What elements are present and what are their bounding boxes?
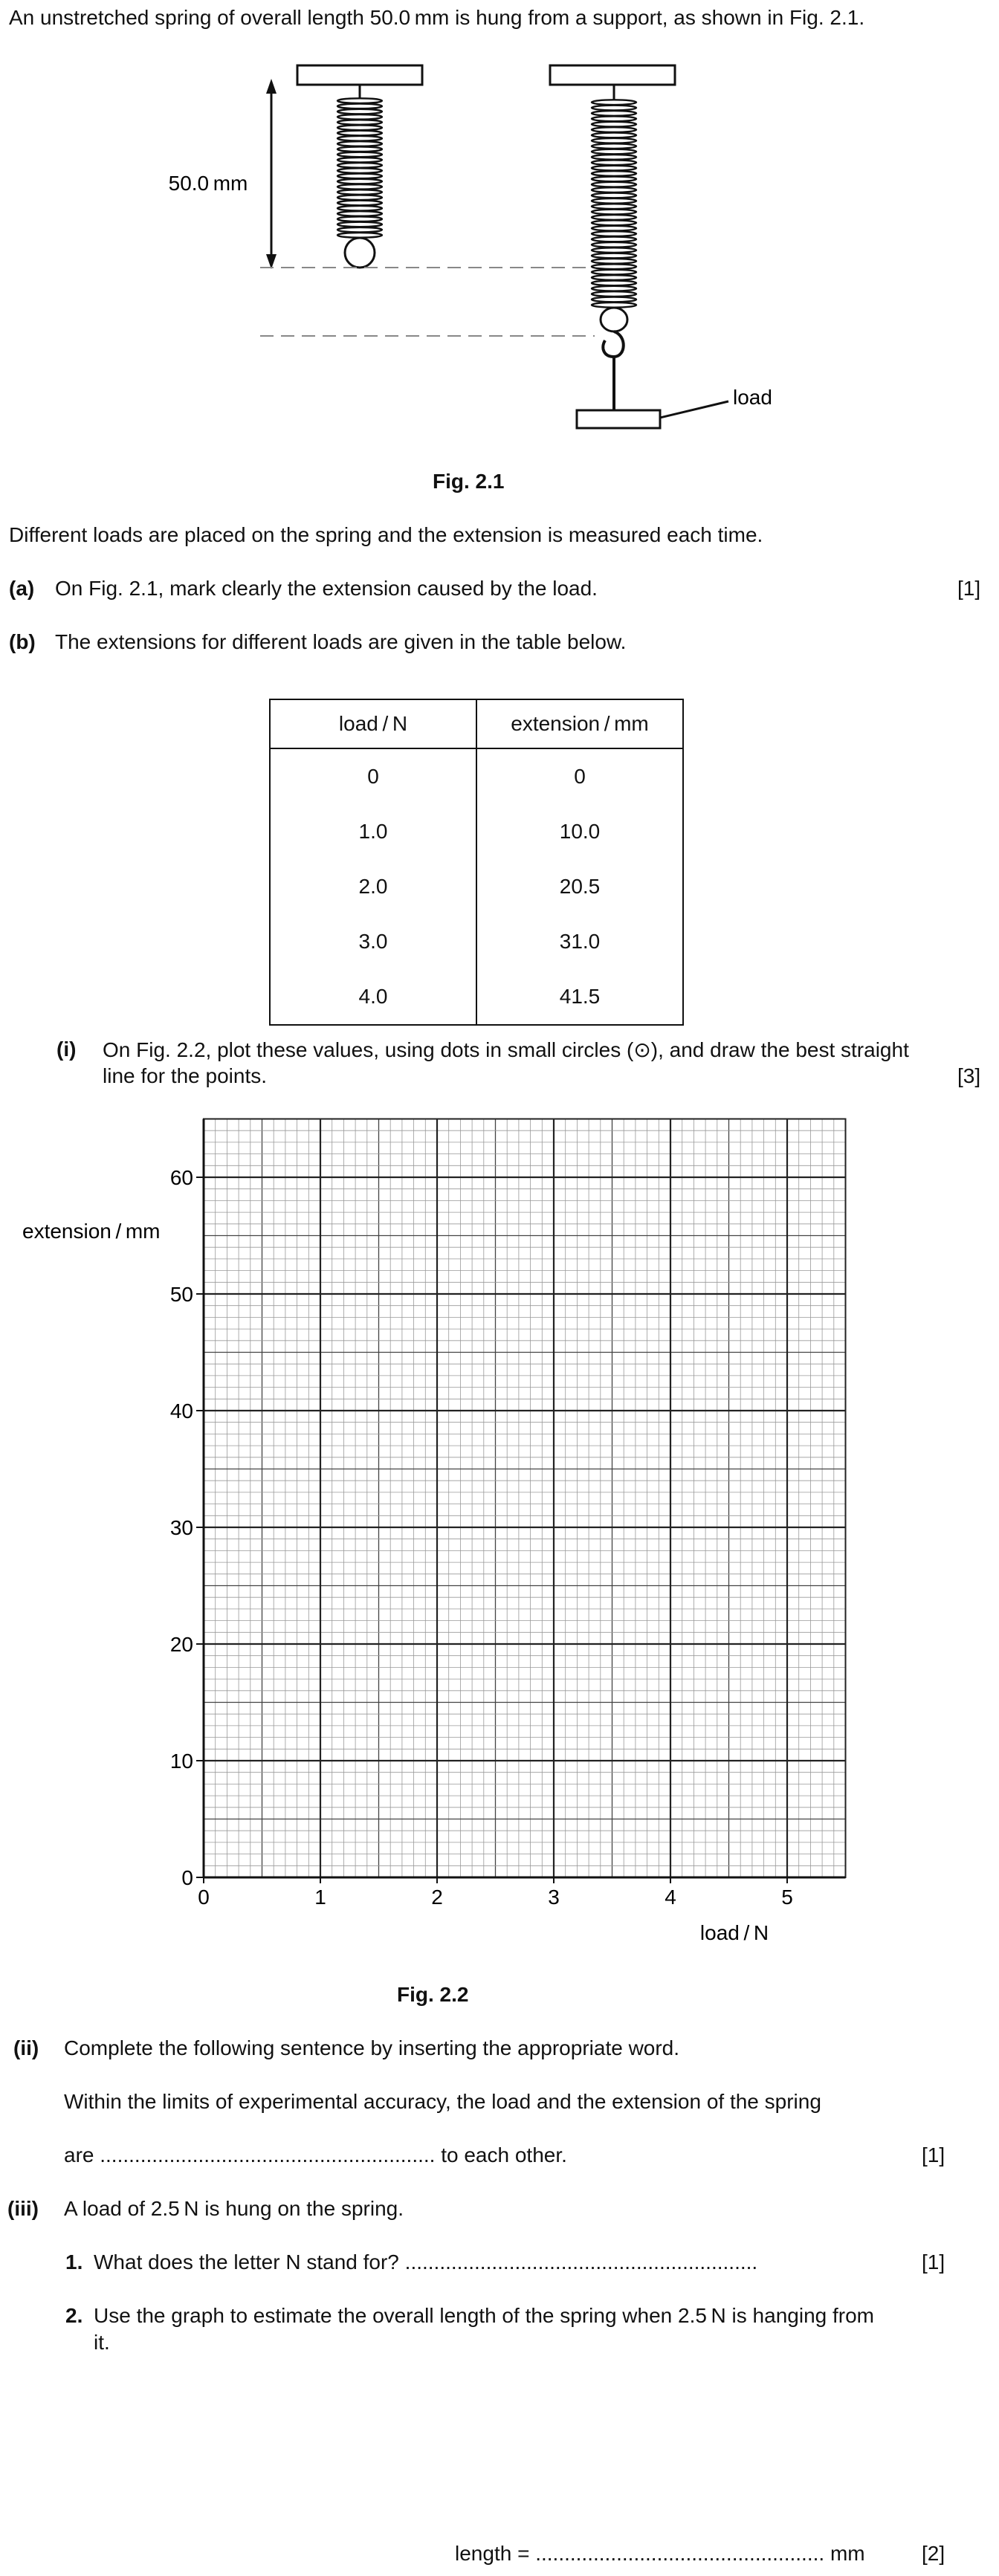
spring-coil-turn bbox=[337, 206, 382, 211]
part-b-label: (b) bbox=[9, 630, 36, 653]
spring-coil-turn bbox=[337, 152, 382, 158]
part-a-marks: [1] bbox=[957, 577, 981, 600]
q2-line2: it. bbox=[94, 2331, 110, 2354]
spring-coil-turn bbox=[337, 104, 382, 109]
x-tick-label: 5 bbox=[781, 1886, 793, 1909]
spring-coil-turn bbox=[337, 136, 382, 141]
spring-coil-turn bbox=[592, 220, 636, 225]
table-row bbox=[270, 748, 683, 804]
table-header-load: load / N bbox=[270, 699, 476, 748]
part-a-label: (a) bbox=[9, 577, 35, 600]
x-tick-label: 1 bbox=[314, 1886, 326, 1909]
fig-2-2-graph-grid[interactable] bbox=[0, 1100, 999, 1947]
spring-coil-turn bbox=[592, 204, 636, 209]
x-tick-label: 2 bbox=[431, 1886, 443, 1909]
y-tick-label: 10 bbox=[169, 1750, 193, 1773]
spring-coil-turn bbox=[592, 127, 636, 132]
spring-coil-turn bbox=[592, 291, 636, 297]
spring-coil-turn bbox=[592, 198, 636, 204]
spring-coil-turn bbox=[592, 106, 636, 111]
spring-coil-turn bbox=[337, 179, 382, 184]
spring-coil-turn bbox=[592, 143, 636, 149]
part-bii-marks: [1] bbox=[922, 2143, 945, 2166]
table-cell-extension: 20.5 bbox=[476, 859, 683, 914]
spring-coil-turn bbox=[337, 125, 382, 130]
graph-border bbox=[204, 1119, 846, 1878]
spring-coil-turn bbox=[592, 247, 636, 253]
part-b-text: The extensions for different loads are given in the table below. bbox=[55, 630, 627, 653]
spring-coil-turn bbox=[337, 211, 382, 216]
spring-coil-turn bbox=[337, 227, 382, 233]
table-cell-load: 1.0 bbox=[270, 804, 476, 859]
spring-coil-turn bbox=[592, 160, 636, 165]
spring-coil-turn bbox=[337, 158, 382, 163]
part-a-text: On Fig. 2.1, mark clearly the extension caused by the load. bbox=[55, 577, 598, 600]
spring-coil-turn bbox=[337, 216, 382, 221]
table-row bbox=[270, 859, 683, 914]
spring-coil-turn bbox=[337, 184, 382, 190]
spring-coil-turn bbox=[337, 163, 382, 168]
table-header-extension: extension / mm bbox=[476, 699, 683, 748]
spring-coil-turn bbox=[592, 231, 636, 236]
table-cell-extension: 41.5 bbox=[476, 969, 683, 1025]
spring-coil-turn bbox=[337, 168, 382, 173]
spring-coil-turn bbox=[592, 171, 636, 176]
q1-marks: [1] bbox=[922, 2250, 945, 2274]
spring-coil-turn bbox=[337, 222, 382, 227]
x-axis-label: load / N bbox=[699, 1921, 769, 1944]
spring-coil-turn bbox=[592, 237, 636, 242]
spring-coil-turn bbox=[592, 166, 636, 171]
y-tick-label: 30 bbox=[169, 1516, 193, 1539]
spring-coil-turn bbox=[592, 275, 636, 280]
part-bi-marks: [3] bbox=[957, 1064, 981, 1087]
spring-coil-turn bbox=[592, 226, 636, 231]
spring-coil-turn bbox=[592, 133, 636, 138]
load-mass bbox=[577, 410, 660, 428]
x-tick-label: 4 bbox=[665, 1886, 676, 1909]
fig-2-1-caption: Fig. 2.1 bbox=[433, 470, 505, 493]
table-cell-load: 4.0 bbox=[270, 969, 476, 1025]
spring-coil-turn bbox=[337, 146, 382, 152]
spring-coil-turn bbox=[592, 210, 636, 215]
spring-coil-turn bbox=[337, 201, 382, 206]
spring-coil-turn bbox=[592, 193, 636, 198]
spring-coil-turn bbox=[337, 174, 382, 179]
spring-coil-turn bbox=[592, 215, 636, 220]
y-tick-label: 50 bbox=[169, 1283, 193, 1306]
spring-coil-turn bbox=[337, 195, 382, 200]
spring-coil-turn bbox=[592, 259, 636, 264]
part-biii-label: (iii) bbox=[7, 2197, 39, 2220]
spring-coil-turn bbox=[592, 182, 636, 187]
table-row bbox=[270, 914, 683, 969]
part-bii-line1: Within the limits of experimental accuracy, the load and the extension of the spring bbox=[64, 2090, 821, 2113]
left-support bbox=[297, 65, 422, 85]
spring-coil-turn bbox=[337, 114, 382, 120]
y-tick-label: 0 bbox=[181, 1866, 193, 1889]
y-tick-label: 40 bbox=[169, 1399, 193, 1423]
spring-coil-turn bbox=[337, 190, 382, 195]
length-answer-marks: [2] bbox=[922, 2542, 945, 2565]
spring-coil-turn bbox=[337, 120, 382, 125]
table-cell-load: 3.0 bbox=[270, 914, 476, 969]
table-cell-extension: 31.0 bbox=[476, 914, 683, 969]
right-support bbox=[550, 65, 675, 85]
length-label: 50.0 mm bbox=[168, 172, 248, 195]
load-label: load bbox=[733, 386, 772, 409]
spring-coil-turn bbox=[592, 264, 636, 269]
right-spring-coil bbox=[592, 100, 636, 307]
table-cell-extension: 10.0 bbox=[476, 804, 683, 859]
x-tick-label: 0 bbox=[198, 1886, 210, 1909]
table-row bbox=[270, 804, 683, 859]
y-axis-label: extension / mm bbox=[22, 1220, 161, 1243]
spring-coil-turn bbox=[592, 116, 636, 121]
y-tick-label: 20 bbox=[169, 1633, 193, 1656]
table-cell-load: 0 bbox=[270, 748, 476, 804]
fig-2-2-caption: Fig. 2.2 bbox=[397, 1983, 469, 2006]
q1-text[interactable]: What does the letter N stand for? ............................................................. bbox=[94, 2250, 758, 2274]
spring-coil-turn bbox=[592, 242, 636, 247]
q2-line1: Use the graph to estimate the overall length of the spring when 2.5 N is hanging from bbox=[94, 2304, 874, 2327]
table-cell-extension: 0 bbox=[476, 748, 683, 804]
part-bi-line1: On Fig. 2.2, plot these values, using dots in small circles (⊙), and draw the best straight bbox=[103, 1038, 909, 1061]
y-tick-label: 60 bbox=[169, 1166, 193, 1189]
spring-coil-turn bbox=[337, 109, 382, 114]
part-bi-line2: line for the points. bbox=[103, 1064, 268, 1087]
length-answer-line[interactable]: length = .................................................. mm bbox=[455, 2542, 865, 2565]
loads-paragraph: Different loads are placed on the spring and the extension is measured each time. bbox=[9, 523, 763, 546]
q1-number: 1. bbox=[65, 2250, 83, 2274]
left-spring-end-loop bbox=[345, 238, 375, 268]
fig-2-1-diagram bbox=[0, 45, 999, 461]
left-spring-coil bbox=[337, 98, 382, 237]
spring-coil-turn bbox=[592, 253, 636, 259]
spring-coil-turn bbox=[592, 100, 636, 105]
spring-coil-turn bbox=[592, 297, 636, 302]
spring-coil-turn bbox=[592, 111, 636, 116]
spring-coil-turn bbox=[592, 280, 636, 285]
part-bi-label: (i) bbox=[56, 1038, 77, 1061]
spring-coil-turn bbox=[592, 286, 636, 291]
spring-coil-turn bbox=[592, 270, 636, 275]
table-cell-load: 2.0 bbox=[270, 859, 476, 914]
x-tick-label: 3 bbox=[548, 1886, 560, 1909]
spring-coil-turn bbox=[592, 138, 636, 143]
load-hook bbox=[603, 331, 623, 357]
table-row bbox=[270, 969, 683, 1025]
right-spring-end-loop bbox=[601, 308, 627, 331]
spring-coil-turn bbox=[592, 155, 636, 160]
part-biii-text: A load of 2.5 N is hung on the spring. bbox=[64, 2197, 404, 2220]
spring-coil-turn bbox=[337, 98, 382, 103]
spring-coil-turn bbox=[337, 131, 382, 136]
spring-coil-turn bbox=[337, 141, 382, 146]
spring-coil-turn bbox=[592, 122, 636, 127]
q2-number: 2. bbox=[65, 2304, 83, 2327]
intro-text: An unstretched spring of overall length 50.0 mm is hung from a support, as shown in Fig. 2.1. bbox=[9, 6, 865, 29]
spring-coil-turn bbox=[592, 149, 636, 155]
spring-coil-turn bbox=[592, 187, 636, 192]
part-bii-label: (ii) bbox=[13, 2036, 39, 2059]
part-bii-text: Complete the following sentence by inserting the appropriate word. bbox=[64, 2036, 680, 2059]
load-extension-table bbox=[269, 699, 684, 1026]
part-bii-line2[interactable]: are .......................................................... to each other. bbox=[64, 2143, 567, 2166]
spring-coil-turn bbox=[592, 176, 636, 181]
